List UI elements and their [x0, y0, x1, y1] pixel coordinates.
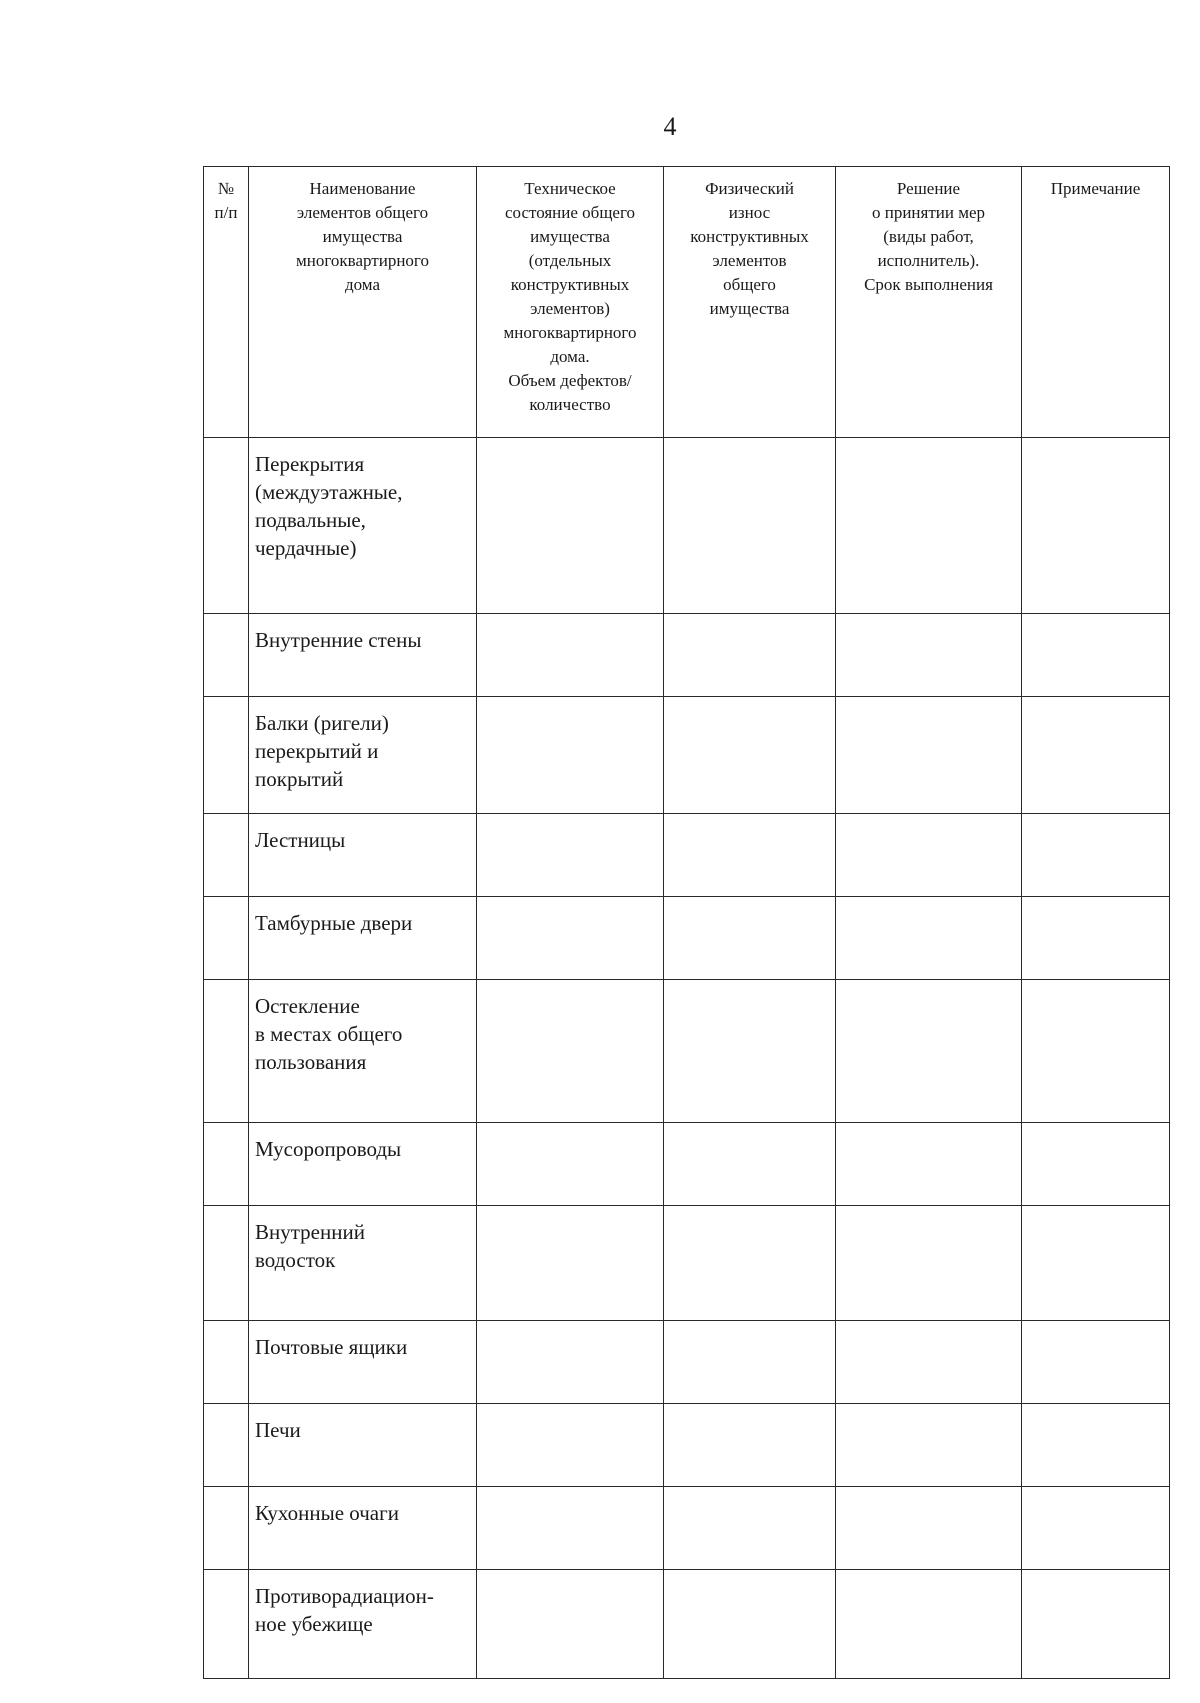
table-row	[204, 980, 1170, 1123]
table-row	[204, 1206, 1170, 1321]
page-number: 4	[663, 112, 677, 141]
wear-cell	[664, 1206, 836, 1321]
remark-cell	[1022, 897, 1170, 980]
header-decision: Решение о принятии мер (виды работ, исполнитель). Срок выполнения	[836, 167, 1022, 438]
header-remark: Примечание	[1022, 167, 1170, 438]
decision-cell	[836, 438, 1022, 614]
remark-cell	[1022, 980, 1170, 1123]
wear-cell	[664, 614, 836, 697]
condition-cell	[477, 1321, 664, 1404]
wear-cell	[664, 1570, 836, 1679]
decision-cell	[836, 1570, 1022, 1679]
decision-cell	[836, 1487, 1022, 1570]
element-name-cell: Внутренние стены	[249, 614, 477, 697]
element-name-cell: Печи	[249, 1404, 477, 1487]
table-row	[204, 1404, 1170, 1487]
header-technical-condition: Техническое состояние общего имущества (отдельных конструктивных элементов) многоквартирного дома. Объем дефектов/ количество	[477, 167, 664, 438]
table-row	[204, 1570, 1170, 1679]
wear-cell	[664, 1487, 836, 1570]
condition-cell	[477, 980, 664, 1123]
element-name-cell: Тамбурные двери	[249, 897, 477, 980]
condition-cell	[477, 438, 664, 614]
number-cell	[204, 1206, 249, 1321]
wear-cell	[664, 697, 836, 814]
table-row	[204, 697, 1170, 814]
element-name-cell: Остекление в местах общего пользования	[249, 980, 477, 1123]
table-row	[204, 1123, 1170, 1206]
table-row	[204, 1321, 1170, 1404]
number-cell	[204, 980, 249, 1123]
inspection-table	[203, 166, 1170, 1679]
element-name-cell: Кухонные очаги	[249, 1487, 477, 1570]
number-cell	[204, 897, 249, 980]
header-number: № п/п	[204, 167, 249, 438]
element-name-cell: Лестницы	[249, 814, 477, 897]
remark-cell	[1022, 1206, 1170, 1321]
table-row	[204, 438, 1170, 614]
condition-cell	[477, 1404, 664, 1487]
wear-cell	[664, 438, 836, 614]
decision-cell	[836, 1123, 1022, 1206]
condition-cell	[477, 697, 664, 814]
number-cell	[204, 1404, 249, 1487]
remark-cell	[1022, 1123, 1170, 1206]
table-row	[204, 897, 1170, 980]
condition-cell	[477, 814, 664, 897]
element-name-cell: Противорадиацион- ное убежище	[249, 1570, 477, 1679]
wear-cell	[664, 814, 836, 897]
number-cell	[204, 814, 249, 897]
decision-cell	[836, 1321, 1022, 1404]
decision-cell	[836, 814, 1022, 897]
wear-cell	[664, 897, 836, 980]
wear-cell	[664, 1404, 836, 1487]
condition-cell	[477, 1570, 664, 1679]
remark-cell	[1022, 438, 1170, 614]
remark-cell	[1022, 814, 1170, 897]
number-cell	[204, 1570, 249, 1679]
number-cell	[204, 438, 249, 614]
condition-cell	[477, 1206, 664, 1321]
element-name-cell: Балки (ригели) перекрытий и покрытий	[249, 697, 477, 814]
remark-cell	[1022, 1570, 1170, 1679]
decision-cell	[836, 897, 1022, 980]
table-row	[204, 814, 1170, 897]
table-row	[204, 614, 1170, 697]
number-cell	[204, 614, 249, 697]
remark-cell	[1022, 697, 1170, 814]
condition-cell	[477, 614, 664, 697]
condition-cell	[477, 1123, 664, 1206]
condition-cell	[477, 1487, 664, 1570]
number-cell	[204, 1487, 249, 1570]
remark-cell	[1022, 1321, 1170, 1404]
condition-cell	[477, 897, 664, 980]
decision-cell	[836, 697, 1022, 814]
table-row	[204, 1487, 1170, 1570]
element-name-cell: Почтовые ящики	[249, 1321, 477, 1404]
remark-cell	[1022, 1404, 1170, 1487]
decision-cell	[836, 980, 1022, 1123]
wear-cell	[664, 1321, 836, 1404]
element-name-cell: Внутренний водосток	[249, 1206, 477, 1321]
wear-cell	[664, 980, 836, 1123]
wear-cell	[664, 1123, 836, 1206]
table-header-row	[204, 167, 1170, 438]
element-name-cell: Мусоропроводы	[249, 1123, 477, 1206]
number-cell	[204, 1123, 249, 1206]
element-name-cell: Перекрытия (междуэтажные, подвальные, чердачные)	[249, 438, 477, 614]
header-element-name: Наименование элементов общего имущества многоквартирного дома	[249, 167, 477, 438]
number-cell	[204, 1321, 249, 1404]
decision-cell	[836, 614, 1022, 697]
header-physical-wear: Физический износ конструктивных элементов общего имущества	[664, 167, 836, 438]
decision-cell	[836, 1206, 1022, 1321]
remark-cell	[1022, 1487, 1170, 1570]
number-cell	[204, 697, 249, 814]
decision-cell	[836, 1404, 1022, 1487]
remark-cell	[1022, 614, 1170, 697]
